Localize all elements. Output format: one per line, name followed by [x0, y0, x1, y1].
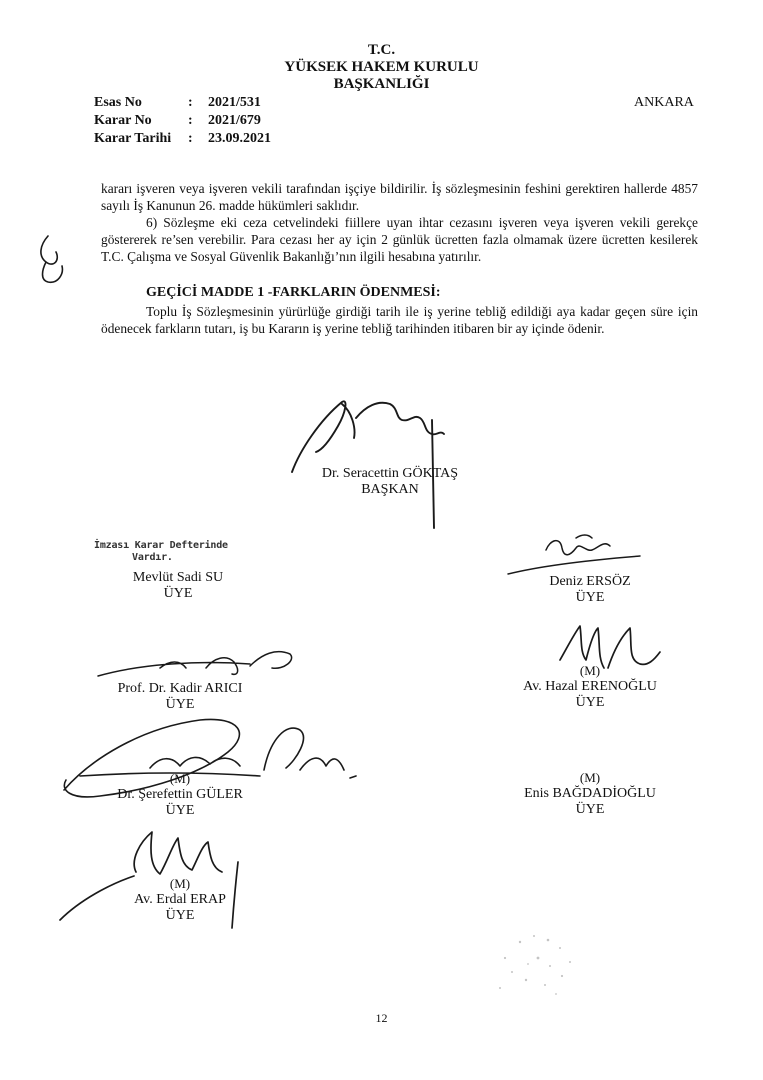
member-role: ÜYE: [575, 802, 605, 817]
member-role: ÜYE: [575, 695, 605, 710]
member-role: ÜYE: [575, 590, 605, 605]
member-4-signature: [560, 626, 660, 668]
tarih-label: Karar Tarihi: [94, 131, 172, 146]
city: ANKARA: [634, 95, 694, 110]
esas-value: 2021/531: [208, 95, 261, 110]
member-role: ÜYE: [163, 586, 193, 601]
header-tc: T.C.: [367, 42, 396, 58]
karar-label: Karar No: [94, 113, 152, 128]
member-name: Prof. Dr. Kadir ARICI: [117, 681, 243, 696]
separator: :: [188, 131, 193, 146]
president-role: BAŞKAN: [361, 482, 419, 497]
member-name: Enis BAĞDADİOĞLU: [524, 786, 656, 801]
member-role: ÜYE: [165, 908, 195, 923]
page-number: 12: [375, 1011, 388, 1025]
member-3-signature: [98, 652, 292, 676]
member-mark: (M): [579, 663, 601, 678]
member-mark: (M): [169, 771, 191, 786]
meta-block: [94, 94, 271, 148]
president-name: Dr. Seracettin GÖKTAŞ: [321, 466, 459, 481]
member-name: Av. Hazal ERENOĞLU: [523, 679, 657, 694]
meta-esas-row: [94, 94, 271, 112]
member-2-signature: [508, 535, 640, 574]
meta-karar-row: [94, 112, 271, 130]
member-role: ÜYE: [165, 803, 195, 818]
karar-value: 2021/679: [208, 113, 261, 128]
meta-tarih-row: [94, 130, 271, 148]
margin-initials: [41, 236, 62, 282]
member-name: Av. Erdal ERAP: [134, 892, 226, 907]
header-institution: YÜKSEK HAKEM KURULU: [284, 59, 479, 75]
paragraph-1: kararı işveren veya işveren vekili tarafından işçiye bildirilir. İş sözleşmesinin feshini gerektiren hallerde 4857 sayılı İş Kanunun 26. madde hükümleri saklıdır.: [101, 181, 698, 213]
tarih-value: 23.09.2021: [208, 131, 271, 146]
member-name: Dr. Şerefettin GÜLER: [117, 787, 243, 802]
paragraph-3: Toplu İş Sözleşmesinin yürürlüğe girdiği tarih ile iş yerine tebliğ edildiği aya kadar geçen süre için ödenecek farkların tutarı, iş bu Kararın iş yerine tebliğ tarihinden itibaren bir ay içinde ödenir.: [101, 304, 698, 336]
president-signature: [292, 401, 444, 528]
separator: :: [188, 95, 193, 110]
signature-president: [290, 466, 490, 498]
member-mark: (M): [169, 876, 191, 891]
signature-member-2: [500, 574, 680, 606]
faint-seal-stamp: [499, 935, 571, 995]
member-name: Mevlüt Sadi SU: [132, 570, 224, 585]
header-presidency: BAŞKANLIĞI: [333, 76, 430, 92]
member-mark: (M): [579, 770, 601, 785]
member-role: ÜYE: [165, 697, 195, 712]
signature-member-7: [80, 876, 280, 924]
member-name: Deniz ERSÖZ: [549, 574, 631, 589]
signature-member-1: [88, 570, 268, 602]
section-heading: GEÇİCİ MADDE 1 -FARKLARIN ÖDENMESİ:: [146, 285, 441, 300]
esas-label: Esas No: [94, 95, 142, 110]
signature-member-5: [80, 771, 280, 819]
signature-member-3: [80, 681, 280, 713]
signature-member-6: [490, 770, 690, 818]
stamp-signature-in-ledger: İmzası Karar Defterinde Vardır.: [94, 540, 228, 563]
paragraph-2: 6) Sözleşme eki ceza cetvelindeki fiillere uyan ihtar cezasını işveren veya işveren vekili gerekçe göstererek re’sen verebilir. Para cezası her ay için 2 günlük ücretten fazla olmamak üzere ücretten kesilerek T.C. Çalışma ve Sosyal Güvenlik Bakanlığı’nın ilgili hesabına yatırılır.: [101, 215, 698, 264]
signature-member-4: [490, 663, 690, 711]
separator: :: [188, 113, 193, 128]
